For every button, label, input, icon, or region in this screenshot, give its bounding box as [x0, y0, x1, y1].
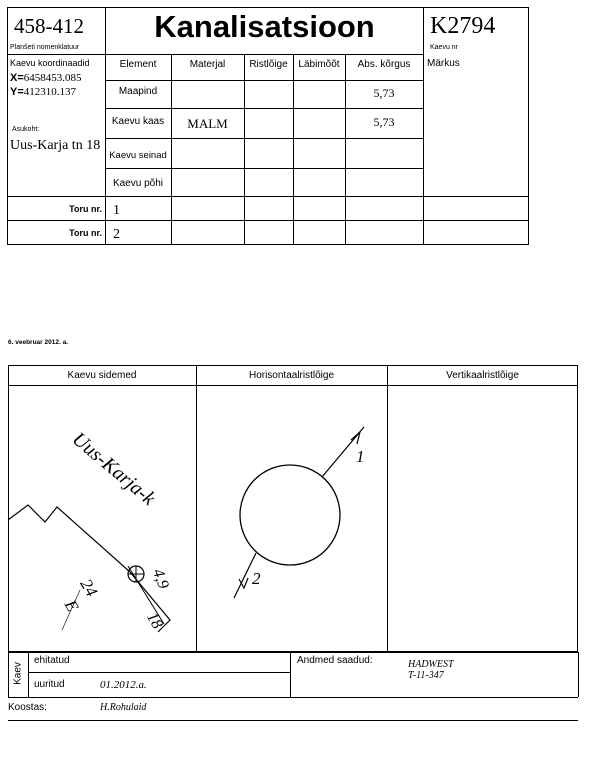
- pipe-2-label: 2: [252, 569, 261, 588]
- built-label: ehitatud: [34, 655, 70, 666]
- side-label: Kaev: [12, 662, 24, 685]
- col-title-connections: Kaevu sidemed: [67, 370, 137, 381]
- address-value: Uus-Karja tn 18: [10, 138, 101, 153]
- dim-18: 18: [143, 609, 166, 632]
- col-header-section: Ristlõige: [249, 59, 288, 70]
- row-element: Kaevu kaas: [111, 116, 165, 127]
- col-header-material: Materjal: [189, 59, 226, 70]
- dim-49: 4,9: [149, 566, 172, 592]
- street-handwriting: Uus-Karja-k: [67, 428, 160, 510]
- coord-x-label: X=: [10, 72, 24, 84]
- row-element: Kaevu seinad: [109, 150, 167, 161]
- page-title: Kanalisatsioon: [154, 9, 375, 44]
- pipe-1-label: 1: [356, 447, 365, 466]
- author-label: Koostas:: [8, 702, 47, 713]
- address-label: Asukoht:: [12, 126, 40, 133]
- data-source-label: Andmed saadud:: [297, 655, 373, 666]
- dim-24: 24: [76, 575, 102, 600]
- coord-y-value: 412310.137: [23, 86, 77, 98]
- surveyed-label: uuritud: [34, 679, 65, 690]
- row-elevation: 5,73: [373, 115, 395, 129]
- remarks-label: Märkus: [427, 58, 460, 69]
- well-number: K2794: [430, 13, 496, 39]
- pipe-number: 1: [113, 203, 120, 218]
- data-source-code: T-11-347: [408, 670, 444, 681]
- data-source-value: HADWEST: [408, 659, 454, 670]
- surveyed-value: 01.2012.a.: [100, 679, 147, 691]
- label-e: E: [60, 596, 83, 615]
- well-label: Kaevu nr: [430, 44, 459, 51]
- row-element: Maapind: [118, 86, 158, 97]
- row-element: Kaevu põhi: [112, 178, 164, 189]
- row-elevation: 5,73: [373, 86, 395, 100]
- coords-label: Kaevu koordinaadid: [10, 58, 90, 68]
- author-value: H.Rohulaid: [100, 702, 147, 713]
- row-material: MALM: [187, 116, 228, 131]
- col-header-diameter: Läbimõõt: [298, 59, 340, 70]
- col-title-horizontal: Horisontaalristlõige: [248, 370, 335, 381]
- col-header-elevation: Abs. kõrgus: [357, 59, 411, 70]
- coord-x-value: 6458453.085: [23, 72, 82, 84]
- col-title-vertical: Vertikaalristlõige: [446, 370, 519, 381]
- col-header-element: Element: [119, 59, 157, 70]
- coord-y-label: Y=: [10, 86, 24, 98]
- pipe-label: Toru nr.: [69, 204, 102, 214]
- sheet-label: Planšeti nomenklatuur: [10, 44, 80, 51]
- pipe-label: Toru nr.: [69, 228, 102, 238]
- document-date: 6. veebruar 2012. a.: [8, 339, 68, 346]
- sheet-number: 458-412: [14, 14, 84, 38]
- pipe-number: 2: [113, 227, 120, 242]
